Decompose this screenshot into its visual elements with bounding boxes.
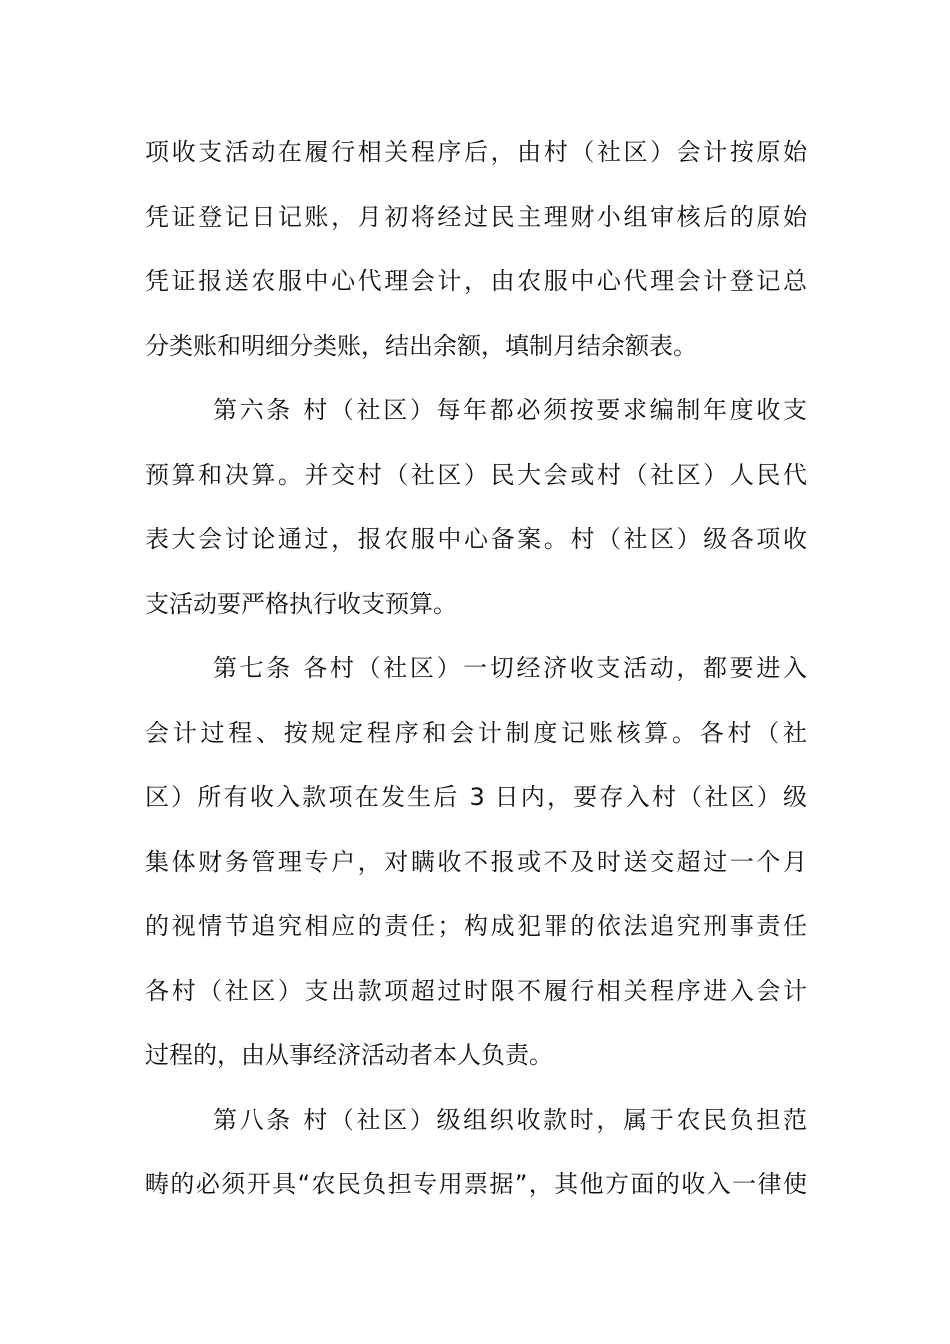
article-8-heading-line: 第八条 村（社区）级组织收款时，属于农民负担范: [213, 1105, 807, 1134]
text-line: 过程的，由从事经济活动者本人负责。: [145, 1041, 553, 1069]
text-line: 分类账和明细分类账，结出余额，填制月结余额表。: [145, 331, 697, 360]
text-line: 畴的必须开具“农民负担专用票据”，其他方面的收入一律使: [145, 1170, 807, 1198]
text-line: 会计过程、按规定程序和会计制度记账核算。各村（社: [145, 718, 807, 747]
text-line: 支活动要严格执行收支预算。: [145, 589, 457, 618]
text-line: 各村（社区）支出款项超过时限不履行相关程序进入会计: [145, 976, 807, 1005]
text-line: 凭证登记日记账，月初将经过民主理财小组审核后的原始: [145, 202, 807, 231]
article-7-heading-line: 第七条 各村（社区）一切经济收支活动，都要进入: [213, 654, 807, 682]
text-line: 预算和决算。并交村（社区）民大会或村（社区）人民代: [145, 460, 807, 489]
article-6-heading-line: 第六条 村（社区）每年都必须按要求编制年度收支: [213, 396, 807, 424]
text-line: 项收支活动在履行相关程序后，由村（社区）会计按原始: [145, 138, 807, 166]
text-line: 集体财务管理专户，对瞒收不报或不及时送交超过一个月: [145, 847, 807, 876]
text-line: 凭证报送农服中心代理会计，由农服中心代理会计登记总: [145, 267, 807, 295]
text-line: 的视情节追究相应的责任；构成犯罪的依法追究刑事责任: [145, 912, 807, 940]
text-line: 区）所有收入款项在发生后 3 日内，要存入村（社区）级: [145, 783, 807, 811]
body-text: [145, 120, 807, 1217]
text-line: 表大会讨论通过，报农服中心备案。村（社区）级各项收: [145, 525, 807, 553]
